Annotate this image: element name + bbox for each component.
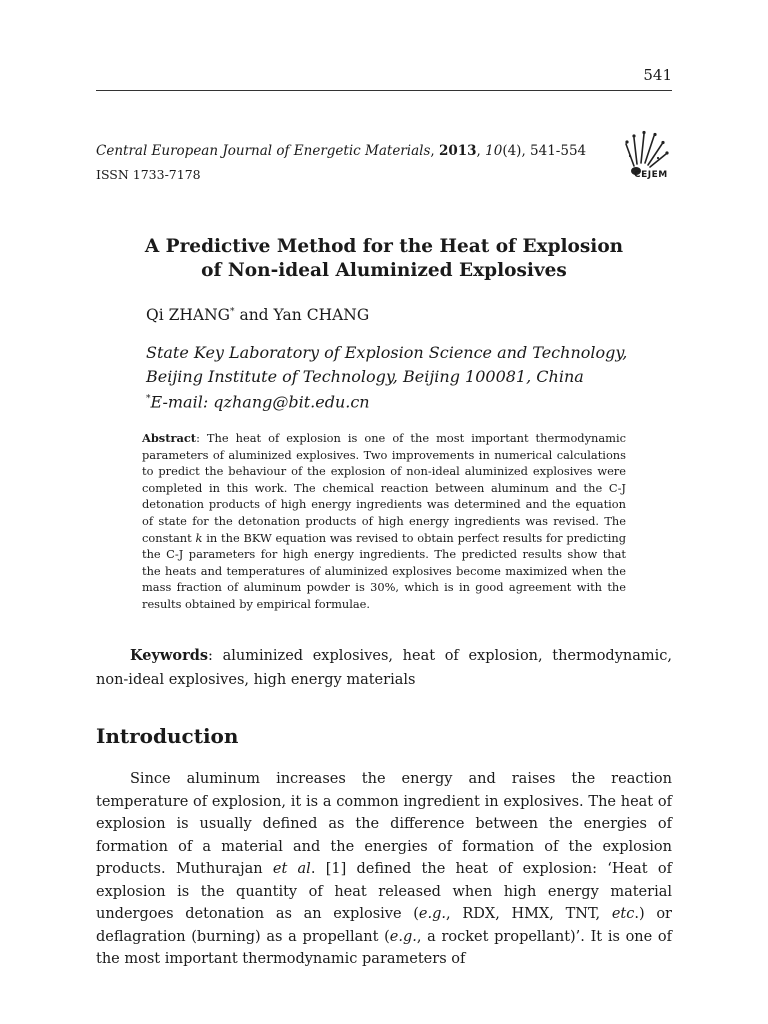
authors (146, 306, 369, 324)
intro-text-4: .) or deflagration (burning) as a propellant ( (96, 906, 672, 945)
intro-etal: et al (272, 861, 311, 877)
intro-eg-1: e.g. (418, 906, 447, 922)
keywords-label: Keywords (130, 647, 209, 664)
affiliation-line-1: State Key Laboratory of Explosion Science and Technology, (146, 343, 628, 362)
introduction-paragraph (96, 768, 672, 971)
journal-issue-pages: (4), 541-554 (502, 143, 587, 159)
author-first: Qi ZHANG (146, 306, 231, 324)
intro-text-5: , a rocket propellant)’. It is one of the most important thermodynamic parameters of (96, 928, 673, 967)
paper-title-line-2: of Non-ideal Aluminized Explosives (201, 260, 567, 281)
author-rest: and Yan CHANG (234, 306, 370, 324)
intro-text-1: Since aluminum increases the energy and raises the reaction temperature of explosion, it is a common ingredient in explosives. The heat of explosion is usually defined as the difference between the energies of formation of a material and the energies of formation of the explosion products. Muthurajan (96, 771, 672, 877)
abstract (142, 430, 626, 613)
journal-year: 2013 (438, 143, 477, 159)
keywords (96, 644, 672, 692)
email-line (146, 388, 666, 414)
section-title-introduction: Introduction (96, 724, 239, 748)
abstract-text-2: in the BKW equation was revised to obtain perfect results for predicting the C-J parameters for high energy ingredients. The predicted results show that the heats and temperatures of aluminized explosives become maximized when the mass fraction of aluminum powder is 30%, which is in good agreement with the results obtained by empirical formulae. (142, 530, 626, 611)
paper-title-line-1: A Predictive Method for the Heat of Explosion (144, 236, 624, 257)
issn: ISSN 1733-7178 (96, 167, 201, 182)
email-address: E-mail: qzhang@bit.edu.cn (150, 392, 370, 412)
abstract-label: Abstract (142, 431, 197, 445)
affiliation (146, 341, 666, 414)
intro-eg-2: e.g. (389, 928, 417, 945)
abstract-k: k (195, 530, 203, 545)
journal-name: Central European Journal of Energetic Materials (96, 143, 431, 159)
journal-volume: 10 (485, 143, 503, 159)
page-number: 541 (643, 66, 672, 84)
cejem-logo-label: CEJEM (634, 170, 668, 180)
intro-text-2: . [1] defined the heat of explosion: ‘Heat of explosion is the quantity of heat released when high energy material undergoes detonation as an explosive ( (96, 861, 672, 922)
email-marker: * (146, 394, 151, 404)
header-rule (96, 90, 672, 91)
paper-title (96, 235, 672, 283)
journal-citation: Central European Journal of Energetic Materials, 2013, 10(4), 541-554 (96, 143, 587, 159)
intro-etc: etc (611, 906, 635, 922)
keywords-text: : aluminized explosives, heat of explosion, thermodynamic, non-ideal explosives, high energy materials (96, 648, 672, 688)
intro-text-3: , RDX, HMX, TNT, (446, 906, 612, 922)
affiliation-line-2: Beijing Institute of Technology, Beijing 100081, China (146, 366, 584, 386)
author-marker: * (230, 306, 235, 317)
abstract-text-1: : The heat of explosion is one of the most important thermodynamic parameters of aluminized explosives. Two improvements in numerical calculations to predict the behaviour of the explosion of non-ideal aluminized explosives were completed in this work. The chemical reaction between aluminum and the C-J detonation products of high energy ingredients was determined and the equation of state for the detonation products of high energy ingredients was revised. The constant (142, 431, 626, 545)
